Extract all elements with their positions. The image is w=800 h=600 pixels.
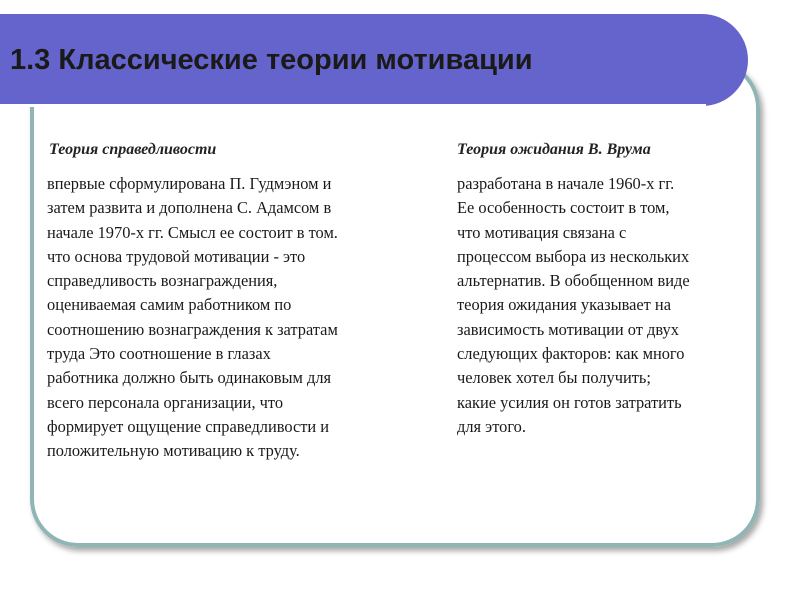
text-line: теория ожидания указывает на	[457, 295, 671, 315]
left-column-heading: Теория справедливости	[49, 141, 217, 158]
decorative-star-icon: ✦	[768, 25, 778, 37]
text-line: впервые сформулирована П. Гудмэном и	[47, 174, 332, 193]
text-line: следующих факторов: как много	[457, 344, 685, 364]
page-title: 1.3 Классические теории мотивации	[10, 44, 533, 76]
text-line: формирует ощущение справедливости и	[47, 416, 330, 436]
banner-divider	[0, 104, 706, 107]
text-line: оцениваемая самим работником по	[47, 295, 292, 315]
text-line: справедливость вознаграждения,	[47, 271, 278, 291]
text-line: начале 1970-х гг. Смысл ее состоит в том.	[47, 222, 338, 242]
text-line: разработана в начале 1960-х гг.	[457, 174, 675, 193]
text-line: процессом выбора из нескольких	[457, 246, 690, 266]
decorative-star-icon: ✦	[786, 25, 796, 37]
text-line: что мотивация связана с	[457, 222, 627, 242]
text-line: положительную мотивацию к труду.	[47, 441, 300, 461]
text-line: какие усилия он готов затратить	[457, 392, 682, 412]
text-line: Ее особенность состоит в том,	[457, 198, 670, 218]
text-line: работника должно быть одинаковым для	[47, 368, 332, 388]
text-line: что основа трудовой мотивации - это	[47, 246, 306, 266]
right-column-heading: Теория ожидания В. Врума	[457, 141, 651, 158]
text-line: всего персонала организации, что	[47, 392, 284, 412]
text-line: соотношению вознаграждения к затратам	[47, 319, 338, 339]
text-line: затем развита и дополнена С. Адамсом в	[47, 198, 332, 218]
right-column-text	[457, 172, 690, 439]
text-line: для этого.	[457, 416, 526, 436]
text-line: человек хотел бы получить;	[457, 368, 651, 388]
text-line: труда Это соотношение в глазах	[47, 344, 271, 364]
text-line: альтернатив. В обобщенном виде	[457, 271, 690, 291]
text-line: зависимость мотивации от двух	[457, 319, 679, 339]
left-column-text	[47, 172, 338, 464]
